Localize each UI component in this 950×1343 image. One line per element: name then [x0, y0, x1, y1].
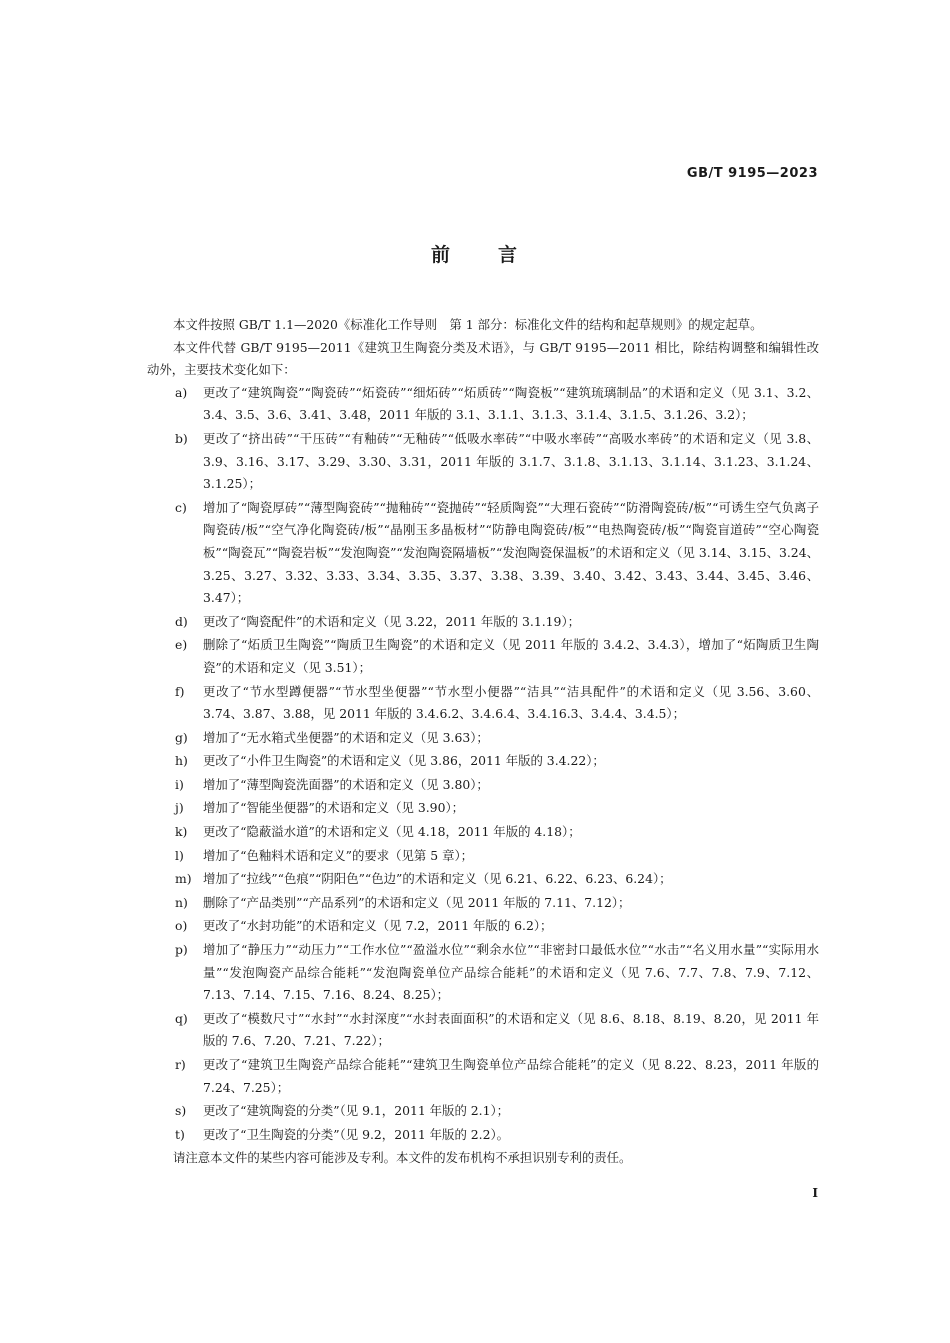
- item-text: 增加了“智能坐便器”的术语和定义（见 3.90）；: [203, 800, 465, 816]
- item-text: 删除了“炻质卫生陶瓷”“陶质卫生陶瓷”的术语和定义（见 2011 年版的 3.4.2、3.4.3），增加了“炻陶质卫生陶瓷”的术语和定义（见 3.51）；: [203, 637, 819, 675]
- item-text: 更改了“挤出砖”“干压砖”“有釉砖”“无釉砖”“低吸水率砖”“中吸水率砖”“高吸水率砖”的术语和定义（见 3.8、3.9、3.16、3.17、3.29、3.30、3.31，2011 年版的 3.1.7、3.1.8、3.1.13、3.1.14、3.1.23、3.1.24、3.1.25）；: [203, 430, 819, 492]
- item-label: f): [175, 683, 185, 699]
- item-label: r): [175, 1057, 186, 1072]
- change-list-item: [147, 915, 819, 938]
- item-label: d): [175, 613, 188, 629]
- item-text: 更改了“建筑陶瓷的分类”（见 9.1，2011 年版的 2.1）；: [203, 1103, 510, 1119]
- item-text: 更改了“节水型蹲便器”“节水型坐便器”“节水型小便器”“洁具”“洁具配件”的术语和定义（见 3.56、3.60、3.74、3.87、3.88，见 2011 年版的 3.4.6.2、3.4.6.4、3.4.16.3、3.4.4、3.4.5）；: [203, 683, 819, 722]
- change-list-item: [147, 750, 819, 773]
- item-text: 更改了“卫生陶瓷的分类”（见 9.2，2011 年版的 2.2）。: [203, 1126, 510, 1142]
- change-list-item: [147, 681, 819, 726]
- change-list-item: [147, 1054, 819, 1099]
- item-label: p): [175, 942, 188, 958]
- item-label: a): [175, 384, 188, 400]
- change-list-item: [147, 868, 819, 891]
- item-text: 增加了“拉线”“色痕”“阴阳色”“色边”的术语和定义（见 6.21、6.22、6.23、6.24）；: [203, 871, 672, 887]
- item-label: q): [175, 1010, 188, 1026]
- item-label: k): [175, 824, 188, 840]
- item-label: m): [175, 871, 192, 887]
- change-list-item: [147, 845, 819, 868]
- change-list-item: [147, 892, 819, 915]
- change-list-item: [147, 727, 819, 750]
- item-label: h): [175, 753, 188, 769]
- change-list: [147, 382, 819, 1147]
- item-text: 删除了“产品类别”“产品系列”的术语和定义（见 2011 年版的 7.11、7.12）；: [203, 894, 631, 910]
- change-list-item: [147, 1008, 819, 1053]
- change-list-item: [147, 382, 819, 427]
- change-list-item: [147, 821, 819, 844]
- item-text: 更改了“小件卫生陶瓷”的术语和定义（见 3.86，2011 年版的 3.4.22）；: [203, 753, 605, 769]
- change-list-item: [147, 611, 819, 634]
- item-text: 增加了“无水箱式坐便器”的术语和定义（见 3.63）；: [203, 729, 489, 745]
- change-list-item: [147, 1124, 819, 1147]
- change-list-item: [147, 634, 819, 679]
- item-text: 更改了“水封功能”的术语和定义（见 7.2，2011 年版的 6.2）；: [203, 918, 553, 934]
- item-label: l): [175, 847, 184, 863]
- item-label: c): [175, 499, 187, 515]
- change-list-item: [147, 939, 819, 1007]
- item-label: e): [175, 637, 188, 653]
- item-text: 增加了“色釉料术语和定义”的要求（见第 5 章）；: [203, 847, 474, 863]
- title-char-2: 言: [498, 244, 520, 266]
- item-text: 更改了“隐蔽溢水道”的术语和定义（见 4.18，2011 年版的 4.18）；: [203, 824, 581, 840]
- item-text: 增加了“陶瓷厚砖”“薄型陶瓷砖”“抛釉砖”“瓷抛砖”“轻质陶瓷”“大理石瓷砖”“防滑陶瓷砖/板”“可诱生空气负离子陶瓷砖/板”“空气净化陶瓷砖/板”“晶刚玉多晶板材”“防静电陶瓷砖/板”“电热陶瓷砖/板”“陶瓷盲道砖”“空心陶瓷板”“陶瓷瓦”“陶瓷岩板”“发泡陶瓷”“发泡陶瓷隔墙板”“发泡陶瓷保温板”的术语和定义（见 3.14、3.15、3.24、3.25、3.27、3.32、3.33、3.34、3.35、3.37、3.38、3.39、3.40、3.42、3.43、3.44、3.45、3.46、3.47）；: [203, 499, 819, 606]
- item-text: 更改了“陶瓷配件”的术语和定义（见 3.22，2011 年版的 3.1.19）；: [203, 613, 581, 629]
- change-list-item: [147, 428, 819, 496]
- item-text: 更改了“建筑陶瓷”“陶瓷砖”“炻瓷砖”“细炻砖”“炻质砖”“陶瓷板”“建筑琉璃制品”的术语和定义（见 3.1、3.2、3.4、3.5、3.6、3.41、3.48，2011 年版的 3.1、3.1.1、3.1.3、3.1.4、3.1.5、3.1.26、3.2）；: [203, 384, 819, 423]
- change-list-item: [147, 797, 819, 820]
- item-text: 增加了“薄型陶瓷洗面器”的术语和定义（见 3.80）；: [203, 776, 489, 792]
- item-label: i): [175, 776, 184, 792]
- item-text: 更改了“建筑卫生陶瓷产品综合能耗”“建筑卫生陶瓷单位产品综合能耗”的定义（见 8.22、8.23，2011 年版的 7.24、7.25）；: [203, 1057, 819, 1095]
- intro-paragraph-1: 本文件按照 GB/T 1.1—2020《标准化工作导则 第 1 部分：标准化文件的结构和起草规则》的规定起草。: [173, 317, 763, 332]
- item-text: 增加了“静压力”“动压力”“工作水位”“盈溢水位”“剩余水位”“非密封口最低水位”“水击”“名义用水量”“实际用水量”“发泡陶瓷产品综合能耗”“发泡陶瓷单位产品综合能耗”的术语和定义（见 7.6、7.7、7.8、7.9、7.12、7.13、7.14、7.15、7.16、8.24、8.25）；: [203, 942, 819, 1003]
- document-body: [147, 314, 819, 1170]
- title-char-1: 前: [430, 244, 452, 266]
- item-label: o): [175, 918, 188, 934]
- change-list-item: [147, 774, 819, 797]
- page-title: [0, 240, 950, 267]
- item-label: b): [175, 430, 188, 446]
- item-label: j): [175, 800, 184, 816]
- patent-notice: 请注意本文件的某些内容可能涉及专利。本文件的发布机构不承担识别专利的责任。: [173, 1150, 632, 1166]
- change-list-item: [147, 1100, 819, 1123]
- intro-paragraph-2: 本文件代替 GB/T 9195—2011《建筑卫生陶瓷分类及术语》，与 GB/T 9195—2011 相比，除结构调整和编辑性改动外，主要技术变化如下：: [147, 339, 819, 378]
- item-text: 更改了“模数尺寸”“水封”“水封深度”“水封表面面积”的术语和定义（见 8.6、8.18、8.19、8.20，见 2011 年版的 7.6、7.20、7.21、7.22）；: [203, 1010, 819, 1049]
- item-label: n): [175, 894, 188, 910]
- item-label: t): [175, 1126, 185, 1142]
- change-list-item: [147, 497, 819, 610]
- page-number: I: [812, 1186, 818, 1200]
- item-label: s): [175, 1103, 187, 1119]
- standard-code: GB/T 9195—2023: [686, 166, 818, 181]
- item-label: g): [175, 729, 188, 745]
